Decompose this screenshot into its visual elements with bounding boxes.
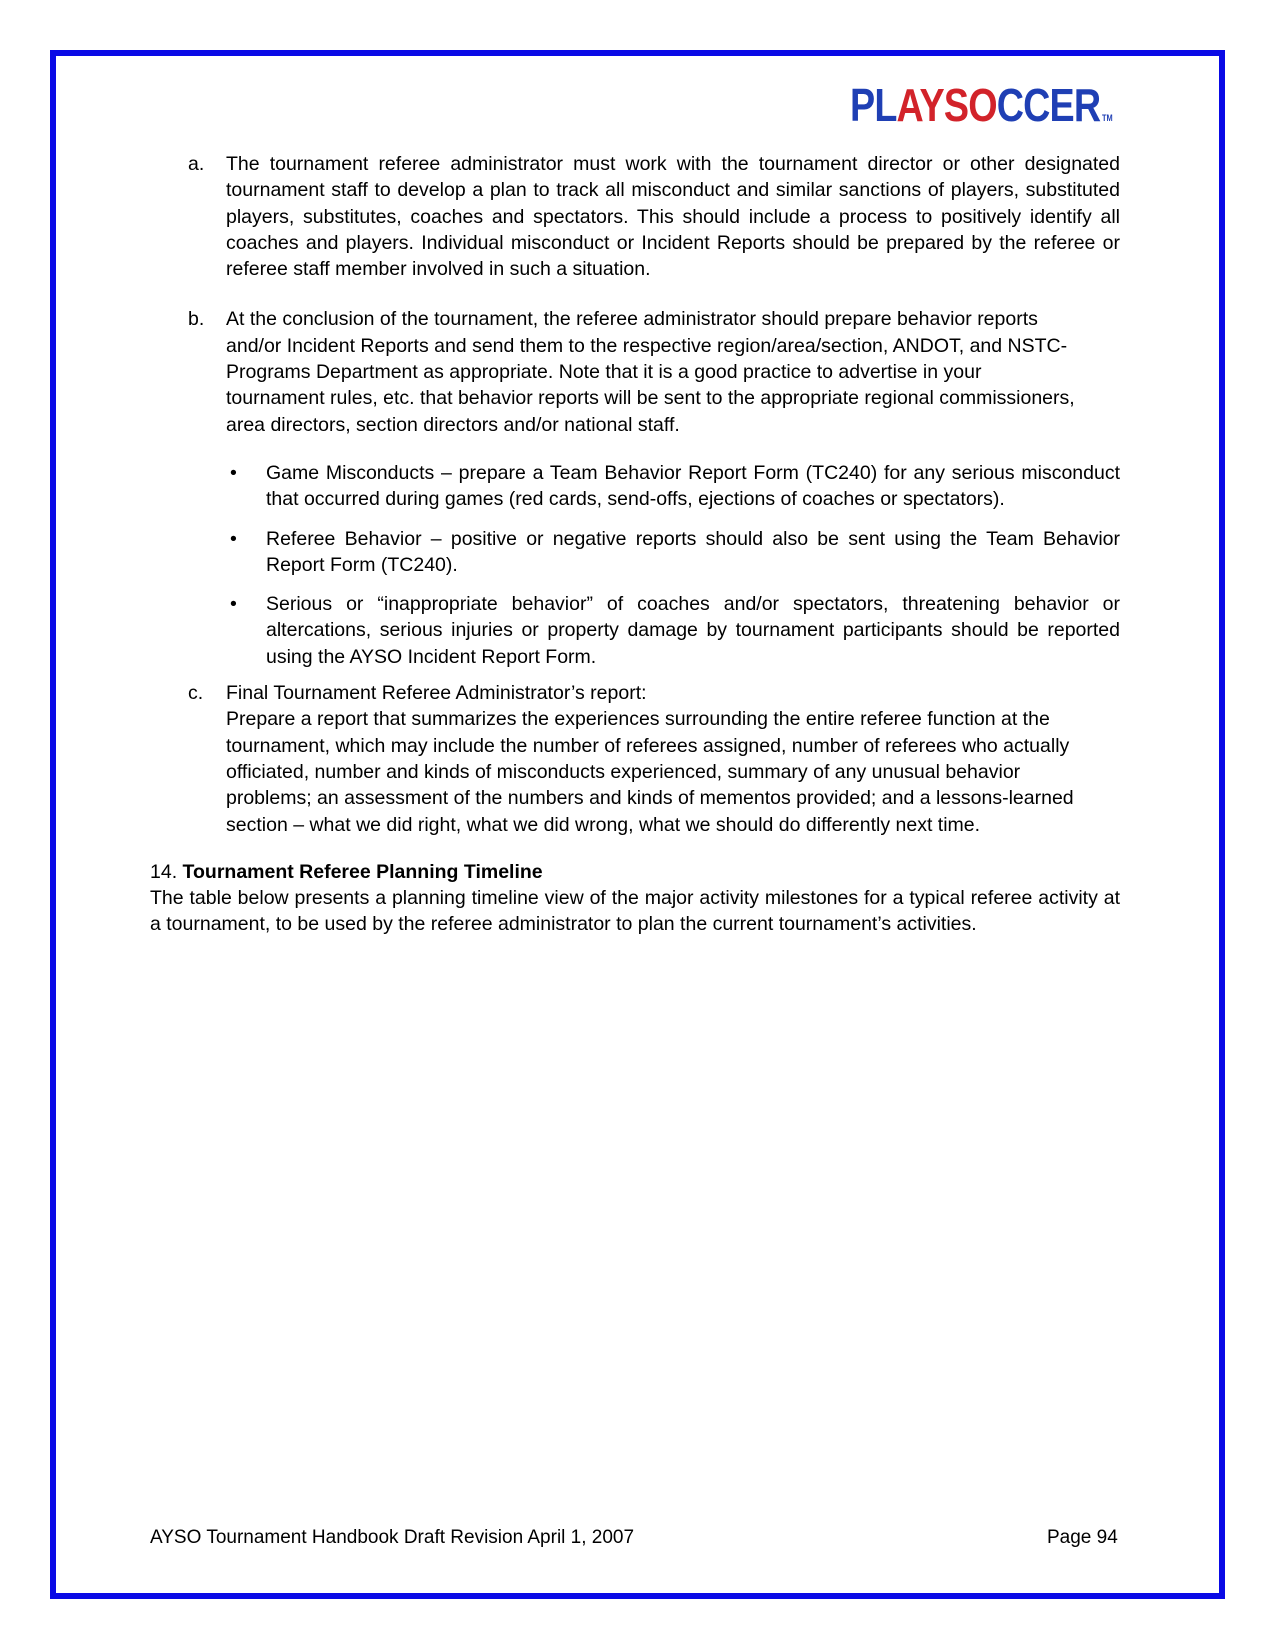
- section-number: 14.: [150, 860, 178, 883]
- list-item-c: [150, 680, 1120, 838]
- logo-text-ayso: AYSO: [896, 79, 997, 131]
- bullet-icon: •: [230, 593, 237, 616]
- trademark-mark: TM: [1101, 113, 1113, 123]
- section-title: Tournament Referee Planning Timeline: [182, 860, 543, 883]
- footer-page-number: Page 94: [1047, 1527, 1118, 1548]
- list-marker: c.: [188, 682, 204, 705]
- item-title: Final Tournament Referee Administrator’s report:: [226, 682, 647, 705]
- logo-text-ccer: CCER: [996, 79, 1101, 131]
- section-14: [150, 859, 1120, 938]
- playsoccer-logo: [850, 79, 1113, 131]
- section-heading: [150, 859, 1120, 885]
- paragraph: Prepare a report that summarizes the experiences surrounding the entire referee function at the tournament, which may include the number of referees assigned, number of referees who actually officiated, number and kinds of misconducts experienced, summary of any unusual behavior problems; an assessment of the numbers and kinds of mementos provided; and a lessons-learned section – what we did right, what we did wrong, what we should do differently next time.: [226, 708, 1074, 836]
- paragraph: At the conclusion of the tournament, the referee administrator should prepare behavior reports and/or Incident Reports and send them to the respective region/area/section, ANDOT, and NSTC-Programs Department as appropriate. Note that it is a good practice to advertise in your tournament rules, etc. that behavior reports will be sent to the appropriate regional commissioners, area directors, section directors and/or national staff.: [226, 308, 1075, 436]
- bullet-text: Serious or “inappropriate behavior” of coaches and/or spectators, threatening behavior or altercations, serious injuries or property damage by tournament participants should be reported using the AYSO Incident Report Form.: [266, 593, 1120, 668]
- bullet-icon: •: [230, 461, 237, 484]
- bullet-text: Game Misconducts – prepare a Team Behavior Report Form (TC240) for any serious misconduct that occurred during games (red cards, send-offs, ejections of coaches or spectators).: [266, 461, 1120, 511]
- list-item-a: [150, 151, 1120, 282]
- bullet-item: [226, 526, 1120, 579]
- bullet-text: Referee Behavior – positive or negative reports should also be sent using the Team Behavior Report Form (TC240).: [266, 527, 1120, 576]
- paragraph: The tournament referee administrator must work with the tournament director or other designated tournament staff to develop a plan to track all misconduct and similar sanctions of players, substituted players, substitutes, coaches and spectators. This should include a process to positively identify all coaches and players. Individual misconduct or Incident Reports should be prepared by the referee or referee staff member involved in such a situation.: [226, 153, 1120, 281]
- section-paragraph: The table below presents a planning timeline view of the major activity milestones for a typical referee activity at a tournament, to be used by the referee administrator to plan the current tournament’s activities.: [150, 887, 1120, 936]
- logo-text-pl: PL: [850, 79, 897, 131]
- document-body: [150, 151, 1120, 938]
- bullet-item: [226, 591, 1120, 670]
- bullet-icon: •: [230, 527, 237, 550]
- list-marker: b.: [188, 308, 205, 331]
- bullet-item: [226, 460, 1120, 513]
- bullet-list: [226, 460, 1120, 670]
- list-marker: a.: [188, 153, 205, 175]
- list-item-b: [150, 306, 1120, 670]
- footer-document-title: AYSO Tournament Handbook Draft Revision April 1, 2007: [150, 1527, 635, 1548]
